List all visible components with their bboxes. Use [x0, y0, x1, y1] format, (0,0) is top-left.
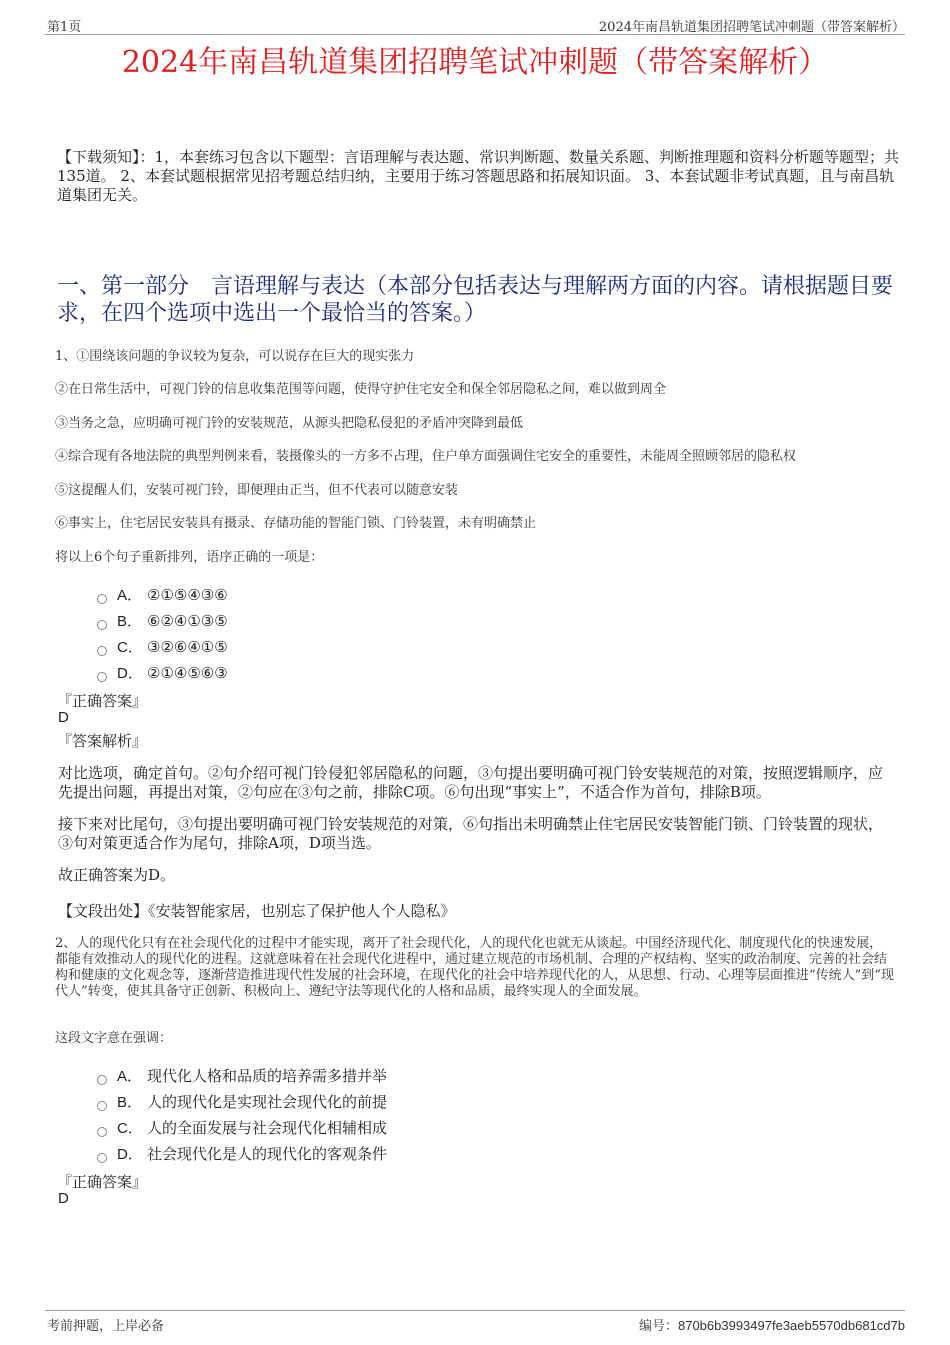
- radio-icon[interactable]: [97, 1127, 107, 1137]
- q1-option-c[interactable]: C． ③②⑥④①⑤: [97, 636, 228, 656]
- q2-option-a[interactable]: A． 现代化人格和品质的培养需多措并举: [97, 1065, 387, 1085]
- q1-option-d[interactable]: D． ②①④⑤⑥③: [97, 662, 228, 682]
- q2-stem: 2、人的现代化只有在社会现代化的过程中才能实现，离开了社会现代化，人的现代化也就无从谈起。中国经济现代化、制度现代化的快速发展，都能有效推动人的现代化的进程。这就意味着在社会现代化进程中，通过建立规范的市场机制、合理的产权结构、坚实的政治制度、完善的社会结构和健康的文化观念等，逐渐营造推进现代性发展的社会环境，在现代化的社会中培养现代化的人，从思想、行动、心理等层面推进“传统人”到“现代人”转变，使其具备守正创新、积极向上、遵纪守法等现代化的人格和品质，最终实现人的全面发展。: [55, 936, 894, 999]
- section-title: 一、第一部分 言语理解与表达（本部分包括表达与理解两方面的内容。请根据题目要求，在四个选项中选出一个最恰当的答案。）: [57, 274, 894, 326]
- q2-answer: D: [58, 1190, 69, 1207]
- q1-sentence-2: ②在日常生活中，可视门铃的信息收集范围等问题，使得守护住宅安全和保全邻居隐私之间，难以做到周全: [55, 382, 667, 397]
- q1-sentence-4: ④综合现有各地法院的典型判例来看，装摄像头的一方多不占理，住户单方面强调住宅安全的重要性，未能周全照顾邻居的隐私权: [55, 449, 797, 464]
- radio-icon[interactable]: [97, 1153, 107, 1163]
- footer-code: 编号：870b6b3993497fe3aeb5570db681cd7b: [638, 1318, 905, 1333]
- q1-sentence-5: ⑤这提醒人们，安装可视门铃，即便理由正当，但不代表可以随意安装: [55, 483, 459, 498]
- q1-analysis-3: 故正确答案为D。: [58, 866, 176, 884]
- q1-answer-label: 『正确答案』: [57, 692, 148, 710]
- q1-sentence-1: 1、①围绕该问题的争议较为复杂，可以说存在巨大的现实张力: [55, 349, 415, 364]
- q2-option-d[interactable]: D． 社会现代化是人的现代化的客观条件: [97, 1143, 387, 1163]
- page-footer: [45, 1310, 905, 1334]
- q2-option-c[interactable]: C． 人的全面发展与社会现代化相辅相成: [97, 1117, 387, 1137]
- q1-analysis-1: 对比选项，确定首句。②句介绍可视门铃侵犯邻居隐私的问题，③句提出要明确可视门铃安装规范的对策，按照逻辑顺序，应先提出问题，再提出对策，②句应在③句之前，排除C项。⑥句出现“事实上”，不适合作为首句，排除B项。: [58, 764, 884, 801]
- radio-icon[interactable]: [97, 594, 107, 604]
- q1-option-a[interactable]: A． ②①⑤④③⑥: [97, 584, 228, 604]
- document-title: 2024年南昌轨道集团招聘笔试冲刺题（带答案解析）: [121, 45, 829, 80]
- radio-icon[interactable]: [97, 620, 107, 630]
- q2-prompt: 这段文字意在强调：: [55, 1031, 173, 1046]
- q1-sentence-3: ③当务之急，应明确可视门铃的安装规范，从源头把隐私侵犯的矛盾冲突降到最低: [55, 416, 524, 431]
- radio-icon[interactable]: [97, 672, 107, 682]
- radio-icon[interactable]: [97, 1075, 107, 1085]
- q1-option-b[interactable]: B． ⑥②④①③⑤: [97, 610, 228, 630]
- q1-source: 【文段出处】《安装智能家居，也别忘了保护他人个人隐私》: [58, 902, 456, 920]
- q1-analysis-2: 接下来对比尾句，③句提出要明确可视门铃安装规范的对策，⑥句指出未明确禁止住宅居民安装智能门锁、门铃装置的现状，③句对策更适合作为尾句，排除A项，D项当选。: [58, 815, 884, 852]
- download-notice: 【下载须知】：1，本套练习包含以下题型：言语理解与表达题、常识判断题、数量关系题、判断推理题和资料分析题等题型；共135道。 2、本套试题根据常见招考题总结归纳，主要用于练习答题思路和拓展知识面。 3、本套试题非考试真题，且与南昌轨道集团无关。: [57, 148, 900, 204]
- q1-answer: D: [58, 709, 69, 726]
- page-header: [45, 14, 905, 35]
- q1-sentence-6: ⑥事实上，住宅居民安装具有摄录、存储功能的智能门锁、门铃装置，未有明确禁止: [55, 516, 537, 531]
- q2-option-b[interactable]: B． 人的现代化是实现社会现代化的前提: [97, 1091, 387, 1111]
- radio-icon[interactable]: [97, 646, 107, 656]
- footer-slogan: 考前押题，上岸必备: [47, 1319, 165, 1334]
- q1-analysis-label: 『答案解析』: [57, 732, 148, 750]
- q1-prompt: 将以上6个句子重新排列，语序正确的一项是：: [55, 550, 324, 565]
- q2-answer-label: 『正确答案』: [57, 1173, 148, 1191]
- header-doc-name: 2024年南昌轨道集团招聘笔试冲刺题（带答案解析）: [598, 20, 905, 35]
- radio-icon[interactable]: [97, 1101, 107, 1111]
- page-number: 第1页: [47, 20, 82, 35]
